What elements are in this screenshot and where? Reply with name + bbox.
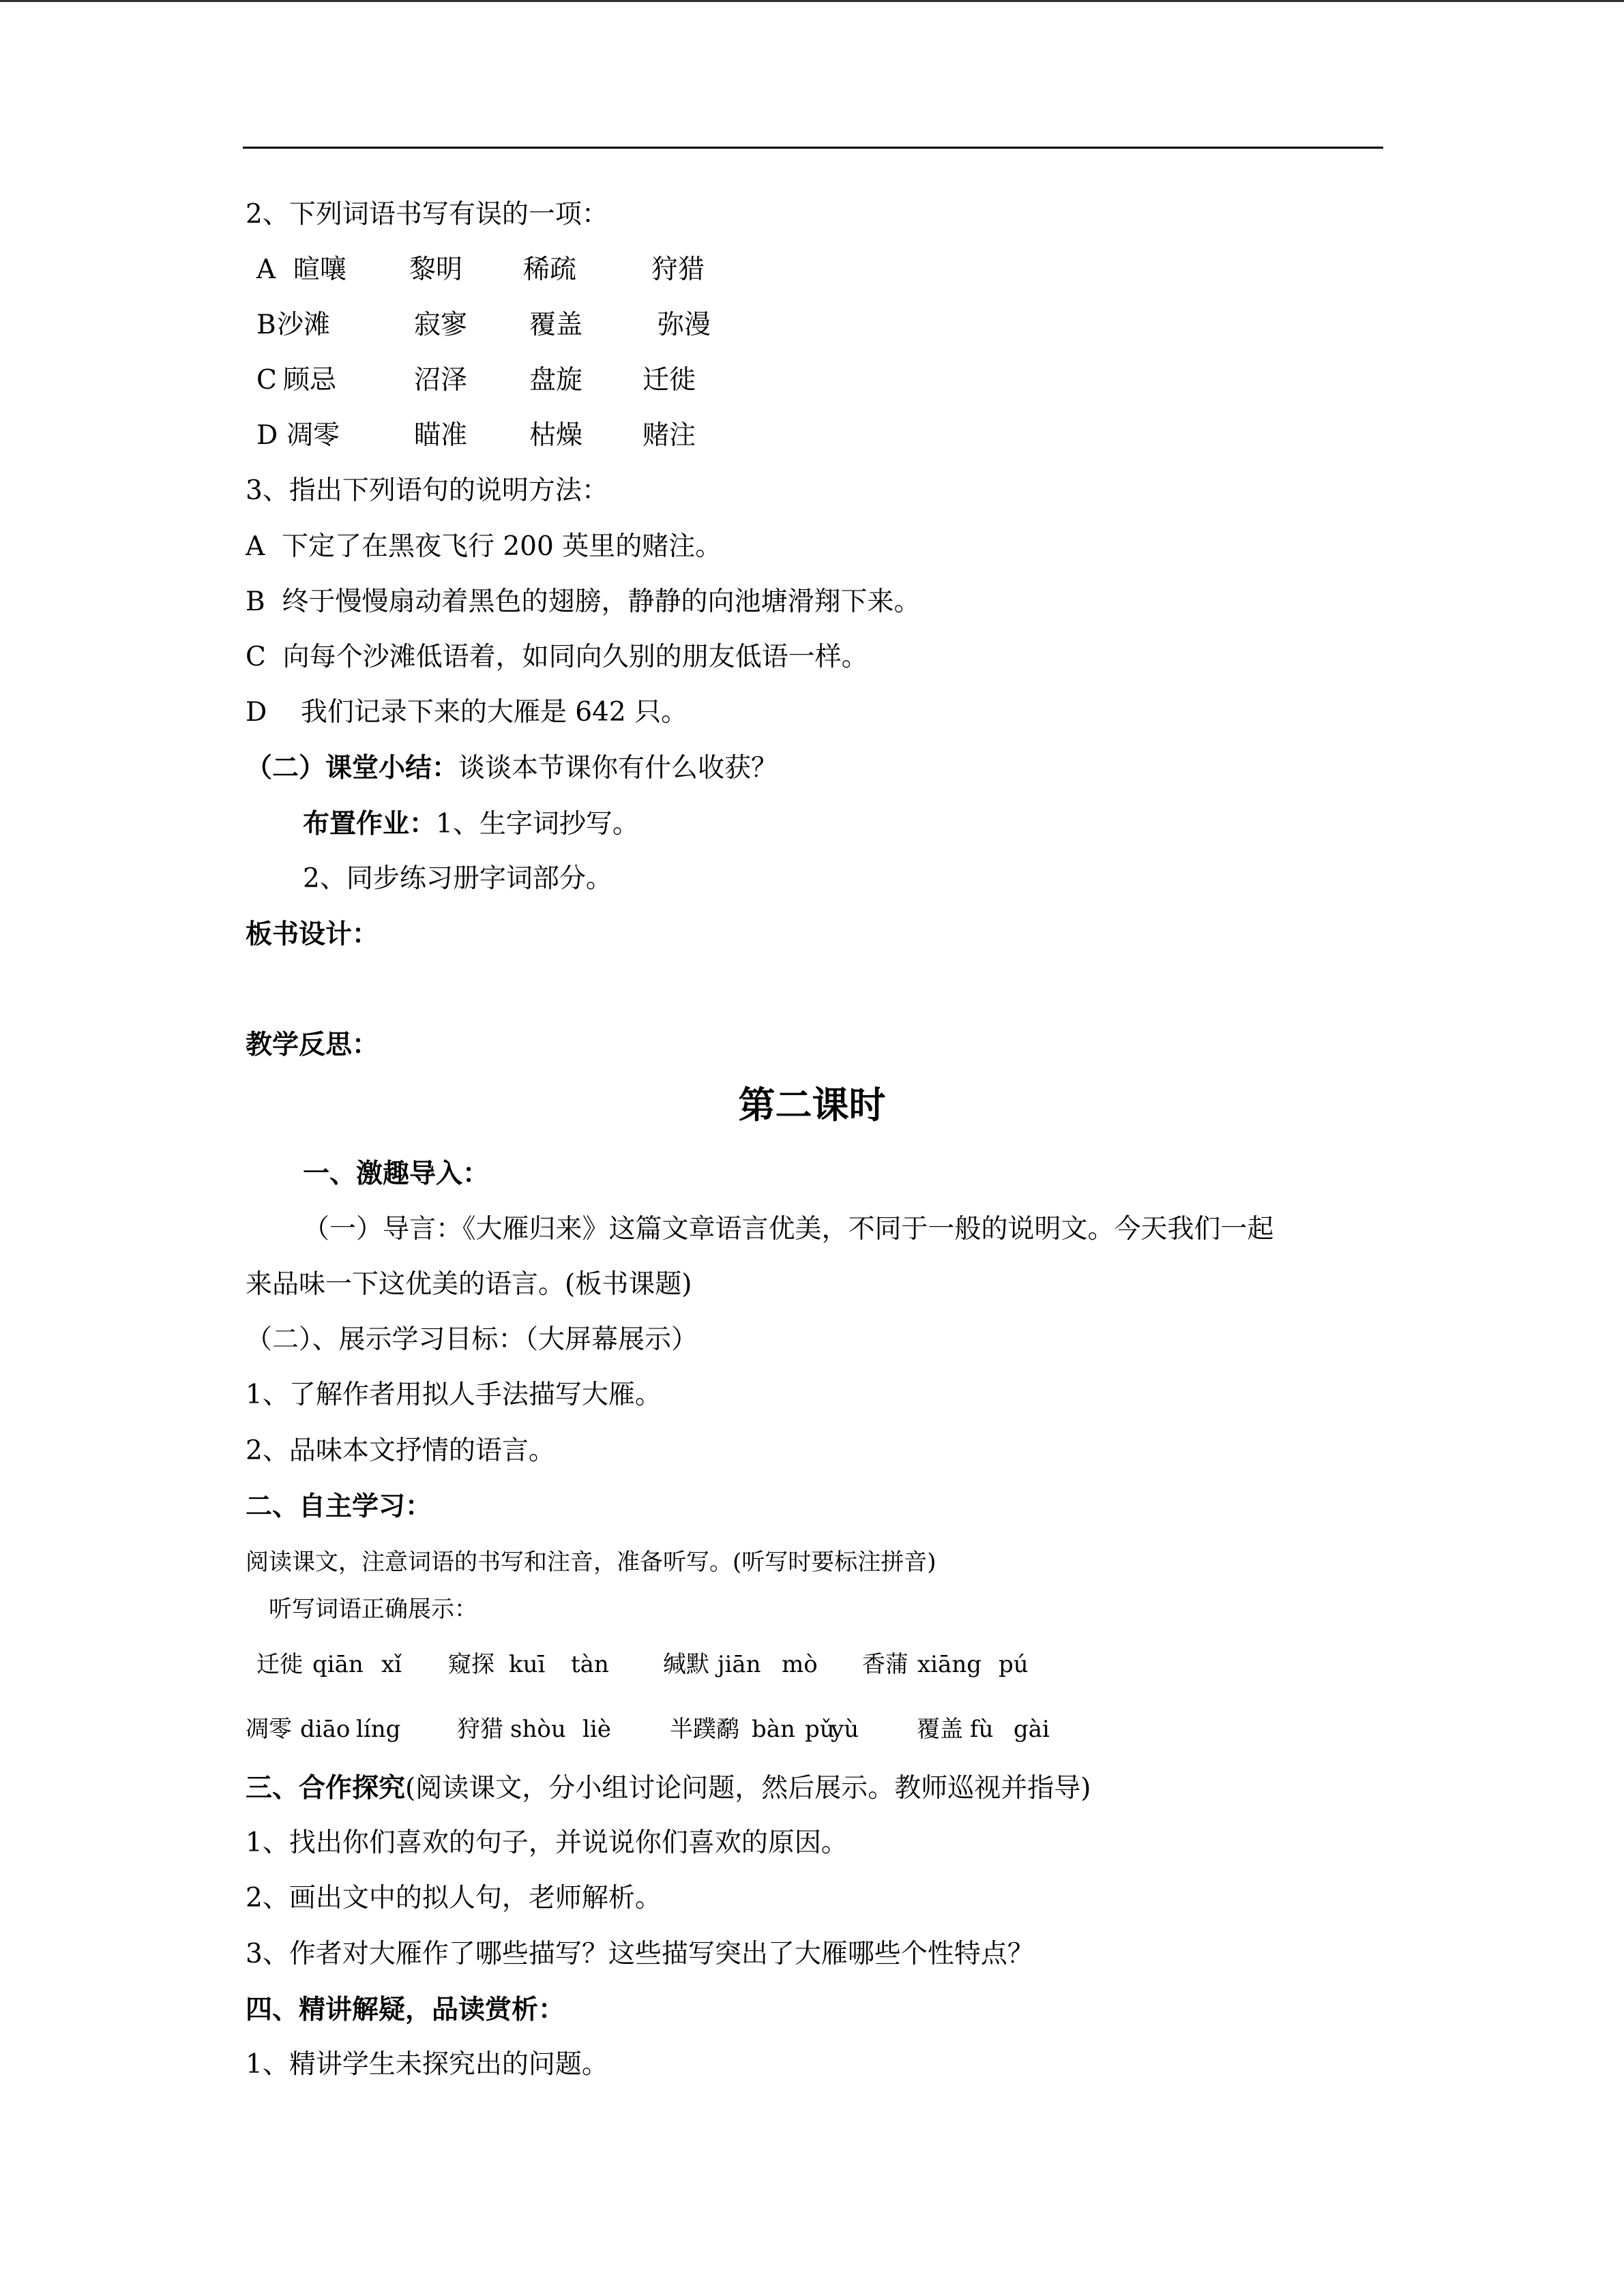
section-1-heading: 一、激趣导入： bbox=[303, 1158, 490, 1189]
section-3-note: (阅读课文，分小组讨论问题，然后展示。教师巡视并指导) bbox=[405, 1773, 1091, 1804]
section-4-item-1: 1、精讲学生未探究出的问题。 bbox=[246, 2049, 608, 2080]
teaching-reflection-heading: 教学反思： bbox=[246, 1029, 379, 1060]
lesson-2-title: 第二课时 bbox=[738, 1083, 886, 1127]
pinyin: liè bbox=[582, 1716, 611, 1743]
dictation-word: 狩猎 bbox=[457, 1716, 503, 1743]
learning-goals-heading: （二）、展示学习目标：（大屏幕展示） bbox=[246, 1324, 698, 1355]
dictation-word: 覆盖 bbox=[917, 1716, 963, 1743]
pinyin: mò bbox=[782, 1651, 818, 1678]
pinyin: jiān bbox=[718, 1651, 761, 1678]
option-word: 弥漫 bbox=[658, 310, 711, 340]
dictation-word: 缄默 bbox=[663, 1651, 709, 1678]
pinyin: kuī bbox=[509, 1651, 546, 1678]
pinyin: xǐ bbox=[381, 1651, 402, 1678]
dictation-word: 半蹼鹬 bbox=[670, 1716, 739, 1743]
dictation-label: 听写词语正确展示： bbox=[269, 1596, 477, 1623]
option-word: 瞄准 bbox=[414, 420, 468, 451]
q3-item-b: B 终于慢慢扇动着黑色的翅膀，静静的向池塘滑翔下来。 bbox=[246, 586, 921, 617]
option-word: 沙滩 bbox=[277, 310, 331, 340]
homework bbox=[303, 807, 639, 841]
dictation-word: 凋零 bbox=[246, 1716, 292, 1743]
pinyin: qiān bbox=[312, 1651, 364, 1678]
class-summary-label: （二）课堂小结： bbox=[246, 752, 459, 784]
section-2-heading: 二、自主学习： bbox=[246, 1491, 432, 1522]
pinyin: pǔ bbox=[805, 1716, 835, 1743]
option-word: 暄嚷 bbox=[293, 254, 347, 285]
pinyin: pú bbox=[999, 1651, 1029, 1678]
dictation-word: 窥探 bbox=[448, 1651, 494, 1678]
option-word: 迁徙 bbox=[643, 365, 696, 396]
q3-item-c: C 向每个沙滩低语着，如同向久别的朋友低语一样。 bbox=[246, 642, 868, 672]
page-top-border bbox=[0, 0, 1624, 2]
q2-option-d bbox=[256, 419, 734, 452]
q2-option-a bbox=[256, 254, 734, 286]
pinyin: tàn bbox=[571, 1651, 609, 1678]
pinyin: yù bbox=[831, 1716, 859, 1743]
option-word: 稀疏 bbox=[523, 254, 577, 285]
section-3-heading: 三、合作探究 bbox=[246, 1772, 406, 1804]
dictation-word: 香蒲 bbox=[862, 1651, 909, 1678]
option-word: 沼泽 bbox=[414, 365, 468, 396]
option-letter: D bbox=[256, 420, 278, 451]
q2-stem: 2、下列词语书写有误的一项： bbox=[246, 199, 608, 230]
option-word: 盘旋 bbox=[529, 365, 583, 396]
option-word: 覆盖 bbox=[529, 310, 583, 340]
intro-line-1: （一）导言：《大雁归来》这篇文章语言优美，不同于一般的说明文。今天我们一起 bbox=[303, 1214, 1274, 1244]
inquiry-question-2: 2、画出文中的拟人句，老师解析。 bbox=[246, 1883, 662, 1913]
option-word: 狩猎 bbox=[651, 254, 705, 285]
section-4-heading: 四、精讲解疑，品读赏析： bbox=[246, 1994, 565, 2025]
self-study-instruction: 阅读课文，注意词语的书写和注音，准备听写。(听写时要标注拼音) bbox=[246, 1549, 936, 1576]
intro-line-2: 来品味一下这优美的语言。(板书课题) bbox=[246, 1269, 692, 1300]
option-word: 枯燥 bbox=[529, 420, 583, 451]
pinyin: bàn bbox=[752, 1716, 795, 1743]
q3-stem: 3、指出下列语句的说明方法： bbox=[246, 475, 608, 506]
pinyin: gài bbox=[1014, 1716, 1050, 1743]
learning-goal-2: 2、品味本文抒情的语言。 bbox=[246, 1435, 555, 1466]
pinyin: shòu bbox=[510, 1716, 566, 1743]
dictation-row-1 bbox=[256, 1650, 1075, 1679]
q3-item-d: D 我们记录下来的大雁是 642 只。 bbox=[246, 697, 688, 728]
q2-option-c bbox=[256, 364, 734, 397]
board-design-heading: 板书设计： bbox=[246, 919, 379, 950]
option-word: 顾忌 bbox=[283, 365, 337, 396]
class-summary bbox=[246, 751, 778, 785]
option-word: 黎明 bbox=[409, 254, 463, 285]
dictation-word: 迁徙 bbox=[256, 1651, 303, 1678]
inquiry-question-3: 3、作者对大雁作了哪些描写？这些描写突出了大雁哪些个性特点？ bbox=[246, 1939, 1034, 1969]
option-letter: A bbox=[256, 254, 276, 285]
dictation-row-2 bbox=[246, 1715, 1132, 1744]
pinyin: fù bbox=[970, 1716, 994, 1743]
q3-item-a: A 下定了在黑夜飞行 200 英里的赌注。 bbox=[246, 531, 722, 562]
header-rule bbox=[243, 147, 1383, 149]
homework-item-2: 2、同步练习册字词部分。 bbox=[303, 863, 612, 894]
class-summary-text: 谈谈本节课你有什么收获？ bbox=[458, 753, 778, 784]
q2-option-b bbox=[256, 309, 734, 342]
option-word: 凋零 bbox=[286, 420, 340, 451]
option-word: 寂寥 bbox=[414, 310, 468, 340]
learning-goal-1: 1、了解作者用拟人手法描写大雁。 bbox=[246, 1380, 662, 1410]
section-3 bbox=[246, 1772, 1091, 1805]
option-word: 赌注 bbox=[643, 420, 696, 451]
pinyin: líng bbox=[356, 1716, 401, 1743]
option-letter: C bbox=[256, 365, 277, 396]
pinyin: xiāng bbox=[917, 1651, 981, 1678]
pinyin: diāo bbox=[300, 1716, 351, 1743]
homework-item-1: 1、生字词抄写。 bbox=[436, 809, 639, 839]
homework-label: 布置作业： bbox=[303, 808, 437, 839]
inquiry-question-1: 1、找出你们喜欢的句子，并说说你们喜欢的原因。 bbox=[246, 1828, 848, 1858]
option-letter: B bbox=[256, 310, 276, 340]
